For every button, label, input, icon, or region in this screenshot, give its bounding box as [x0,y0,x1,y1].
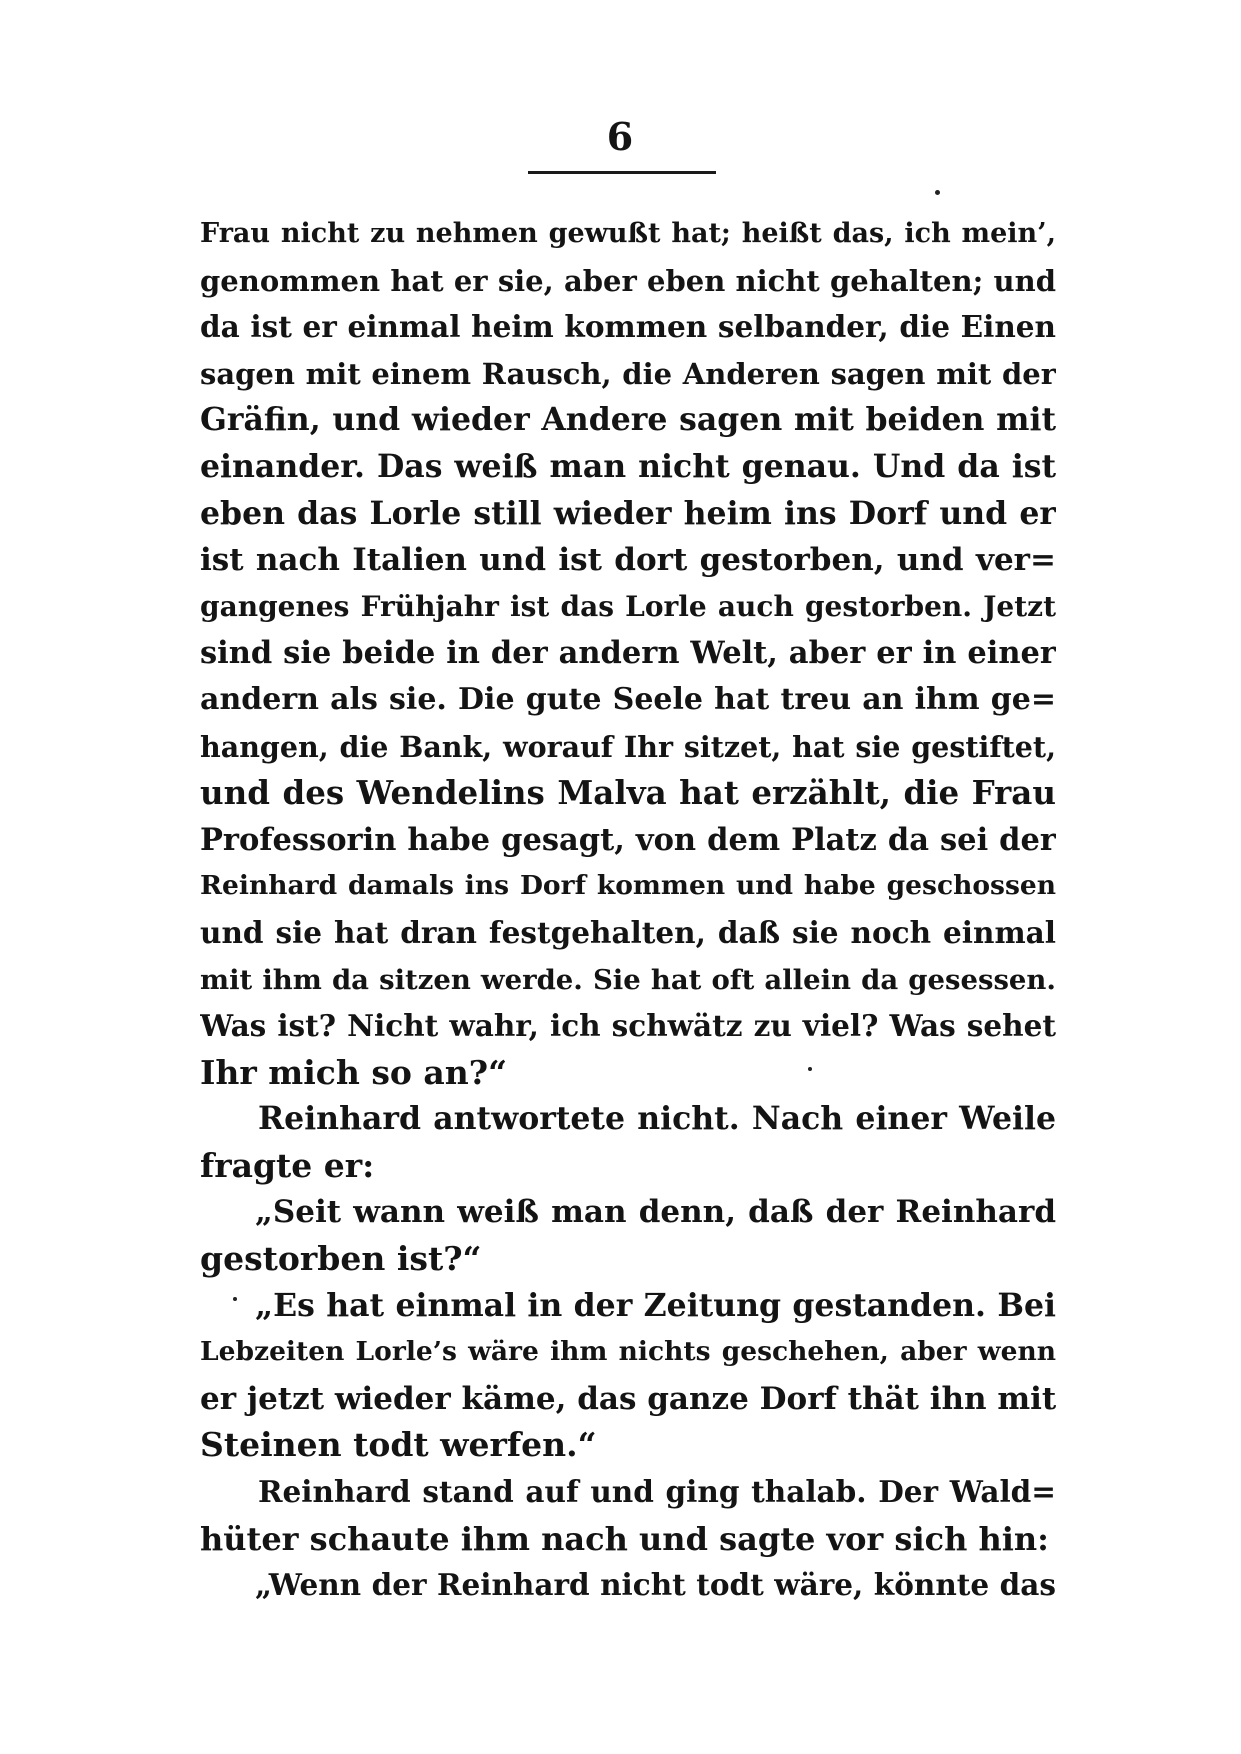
text-line: Was ist? Nicht wahr, ich schwätz zu viel? Was sehet [200,1008,1056,1044]
body-text [200,211,1056,1609]
text-line: hangen, die Bank, worauf Ihr sitzet, hat sie gestiftet, [200,729,1056,764]
text-line: fragte er: [200,1145,375,1185]
text-line: da ist er einmal heim kommen selbander, die Einen [200,309,1056,345]
paragraph-start-line: Reinhard antwortete nicht. Nach einer Weile [258,1100,1056,1138]
text-line: mit ihm da sitzen werde. Sie hat oft allein da gesessen. [200,963,1056,996]
paragraph-start-line: Reinhard stand auf und ging thalab. Der Wald= [258,1474,1056,1510]
paragraph-start-line: „Es hat einmal in der Zeitung gestanden. Bei [255,1286,1056,1324]
text-line: sagen mit einem Rausch, die Anderen sagen mit der [200,356,1056,391]
text-line: ist nach Italien und ist dort gestorben, und ver= [200,542,1056,579]
paragraph-start-line: „Wenn der Reinhard nicht todt wäre, könnte das [255,1567,1056,1603]
text-line: hüter schaute ihm nach und sagte vor sich hin: [200,1519,1049,1558]
text-line: sind sie beide in der andern Welt, aber er in einer [200,635,1056,672]
text-line: Frau nicht zu nehmen gewußt hat; heißt das, ich mein’, [200,218,1056,249]
header-rule [528,171,716,174]
text-line: einander. Das weiß man nicht genau. Und da ist [200,447,1056,485]
text-line: Reinhard damals ins Dorf kommen und habe geschossen [200,870,1056,902]
page-number: 6 [606,114,634,159]
print-speck [935,190,940,195]
text-line: und sie hat dran festgehalten, daß sie noch einmal [200,914,1056,950]
text-line: andern als sie. Die gute Seele hat treu an ihm ge= [200,681,1056,717]
text-line: er jetzt wieder käme, das ganze Dorf thät ihn mit [200,1380,1056,1417]
paragraph-start-line: „Seit wann weiß man denn, daß der Reinhard [255,1194,1056,1231]
text-line: Steinen todt werfen.“ [200,1425,597,1465]
text-line: Gräfin, und wieder Andere sagen mit beiden mit [200,401,1056,439]
text-line: genommen hat er sie, aber eben nicht gehalten; und [200,263,1056,298]
text-line: gestorben ist?“ [200,1239,482,1279]
text-line: Ihr mich so an?“ [200,1052,508,1092]
text-line: Lebzeiten Lorle’s wäre ihm nichts geschehen, aber wenn [200,1336,1056,1368]
text-line: eben das Lorle still wieder heim ins Dorf und er [200,494,1056,532]
text-line: gangenes Frühjahr ist das Lorle auch gestorben. Jetzt [200,589,1056,623]
text-line: Professorin habe gesagt, von dem Platz da sei der [200,821,1056,858]
text-line: und des Wendelins Malva hat erzählt, die Frau [200,773,1056,813]
